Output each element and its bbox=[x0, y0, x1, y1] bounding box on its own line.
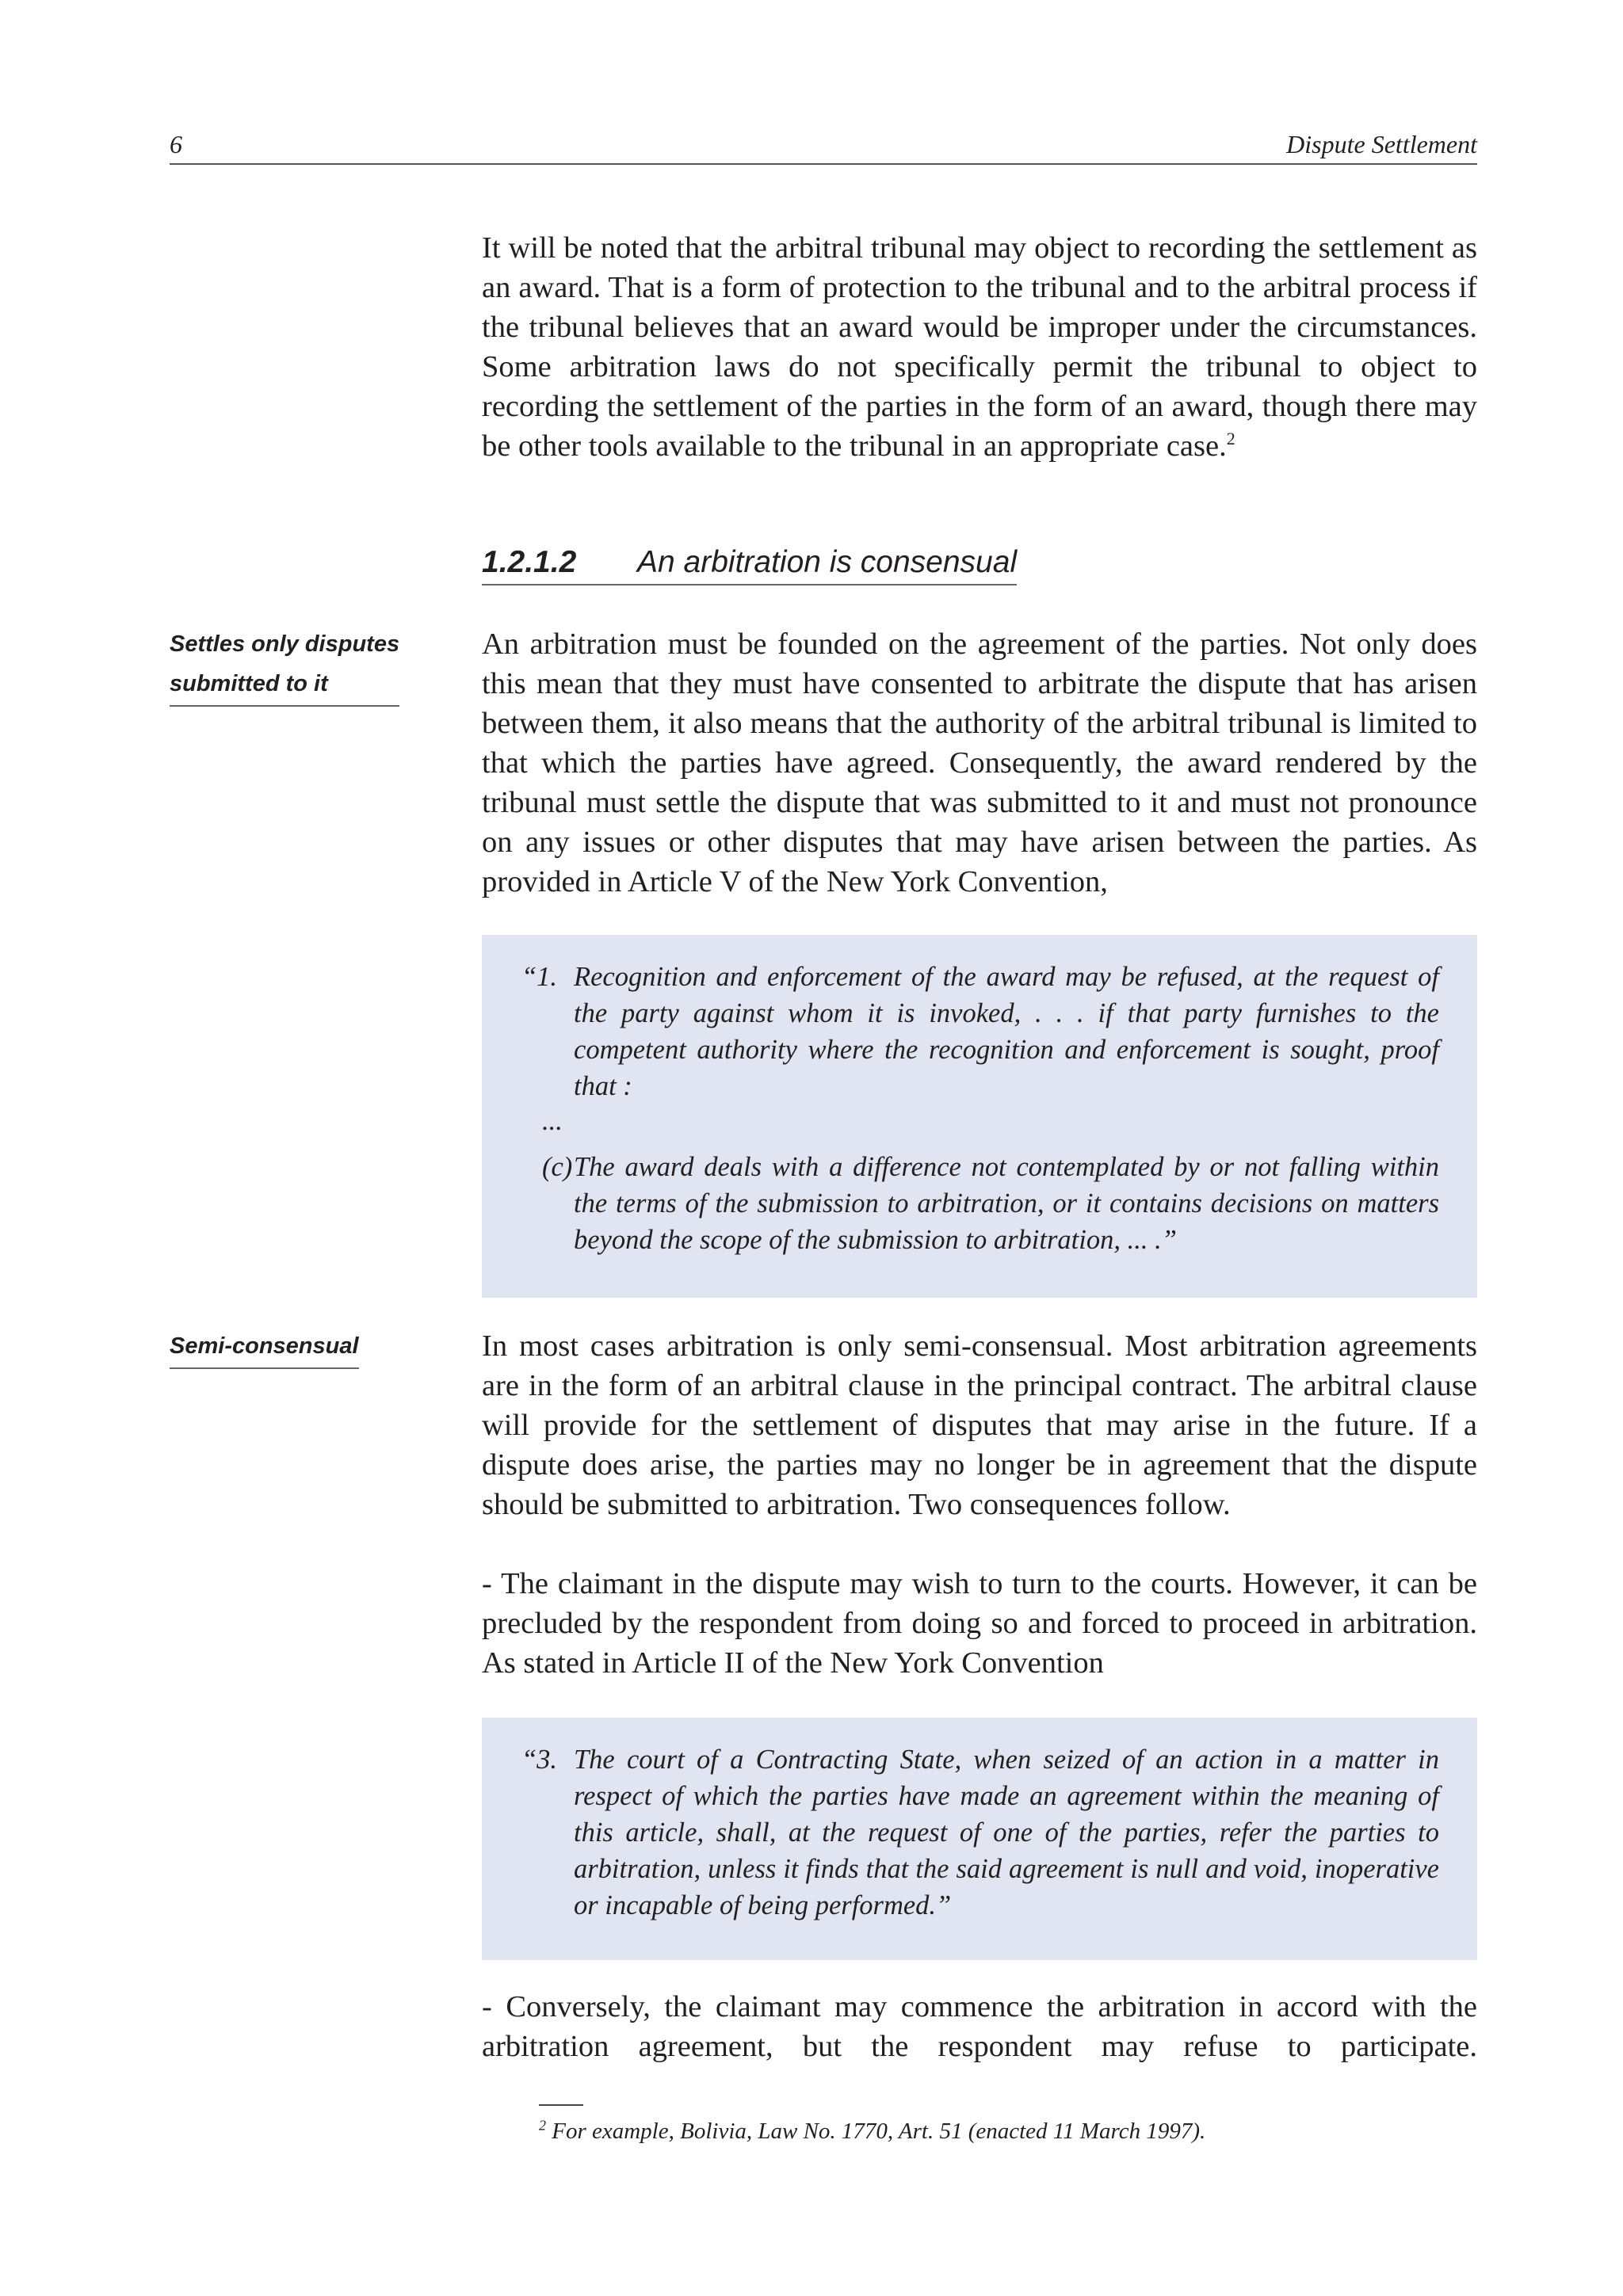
paragraph-consensual: An arbitration must be founded on the agreement of the parties. Not only does this mean that they must have consented to arbitrate the dispute that has arisen between them, it also means that the authority of the arbitral tribunal is limited to that which the parties have agreed. Consequently, the award rendered by the tribunal must settle the dispute that was submitted to it and must not pronounce on any issues or other disputes that may have arisen between the parties. As provided in Article V of the New York Convention, bbox=[482, 627, 1477, 898]
side-note-line: Semi-consensual bbox=[170, 1333, 359, 1359]
quote-subitem-text bbox=[574, 1149, 1439, 1258]
quote-subitem-content: The award deals with a difference not contemplated by or not falling within the terms of the submission to arbitration, or it contains decisions on matters beyond the scope of the submission to arbitration, ... .” bbox=[574, 1152, 1439, 1255]
running-title: Dispute Settlement bbox=[1286, 130, 1477, 158]
paragraph-conversely: - Conversely, the claimant may commence the arbitration in accord with the arbitration agreement, but the respondent may refuse to participate. bbox=[482, 1990, 1477, 2063]
quote-subitem-label: (c) bbox=[542, 1152, 573, 1182]
side-note-semi-consensual bbox=[170, 1326, 359, 1369]
quote-article-ii bbox=[482, 1718, 1477, 1960]
section-number: 1.2.1.2 bbox=[482, 545, 577, 579]
section-title: An arbitration is consensual bbox=[637, 545, 1018, 579]
footnote bbox=[539, 2115, 1205, 2147]
footnote-separator bbox=[539, 2104, 583, 2106]
paragraph-claimant-courts: - The claimant in the dispute may wish to turn to the courts. However, it can be precluded by the respondent from doing so and forced to proceed in arbitration. As stated in Article II of the New York Convention bbox=[482, 1567, 1477, 1680]
quote-item-number: “1. bbox=[521, 962, 558, 992]
side-note-line: submitted to it bbox=[170, 671, 328, 696]
quote-ellipsis: ... bbox=[542, 1106, 563, 1136]
quote-article-v bbox=[482, 935, 1477, 1298]
page-number: 6 bbox=[170, 130, 182, 158]
section-heading bbox=[482, 541, 1017, 585]
paragraph-text: It will be noted that the arbitral tribunal may object to recording the settlement as an award. That is a form of protection to the tribunal and to the arbitral process if the tribunal believes that an award would be improper under the circumstances. Some arbitration laws do not specifically permit the tribunal to object to recording the settlement of the parties in the form of an award, though there may be other tools available to the tribunal in an appropriate case. bbox=[482, 231, 1477, 463]
quote-item-text: The court of a Contracting State, when seized of an action in a matter in respect of which the parties have made an agreement within the meaning of this article, shall, at the request of one of the parties, refer the parties to arbitration, unless it finds that the said agreement is null and void, inoperative or incapable of being performed.” bbox=[574, 1745, 1439, 1920]
footnote-reference[interactable]: 2 bbox=[1226, 429, 1235, 449]
paragraph-semi-consensual: In most cases arbitration is only semi-consensual. Most arbitration agreements are in the form of an arbitral clause in the principal contract. The arbitral clause will provide for the settlement of disputes that may arise in the future. If a dispute does arise, the parties may no longer be in agreement that the dispute should be submitted to arbitration. Two consequences follow. bbox=[482, 1329, 1477, 1521]
side-note-settles-disputes bbox=[170, 624, 399, 707]
footnote-text: For example, Bolivia, Law No. 1770, Art. 51 (enacted 11 March 1997). bbox=[552, 2119, 1206, 2144]
running-header bbox=[170, 127, 1477, 165]
paragraph-settlement-award bbox=[482, 228, 1477, 466]
quote-item-text: Recognition and enforcement of the award may be refused, at the request of the party against whom it is invoked, . . . if that party furnishes to the competent authority where the recognition and enforcement is sought, proof that : bbox=[574, 962, 1439, 1101]
side-note-line: Settles only disputes bbox=[170, 631, 400, 657]
footnote-number: 2 bbox=[539, 2117, 546, 2134]
quote-item-number: “3. bbox=[521, 1745, 558, 1775]
